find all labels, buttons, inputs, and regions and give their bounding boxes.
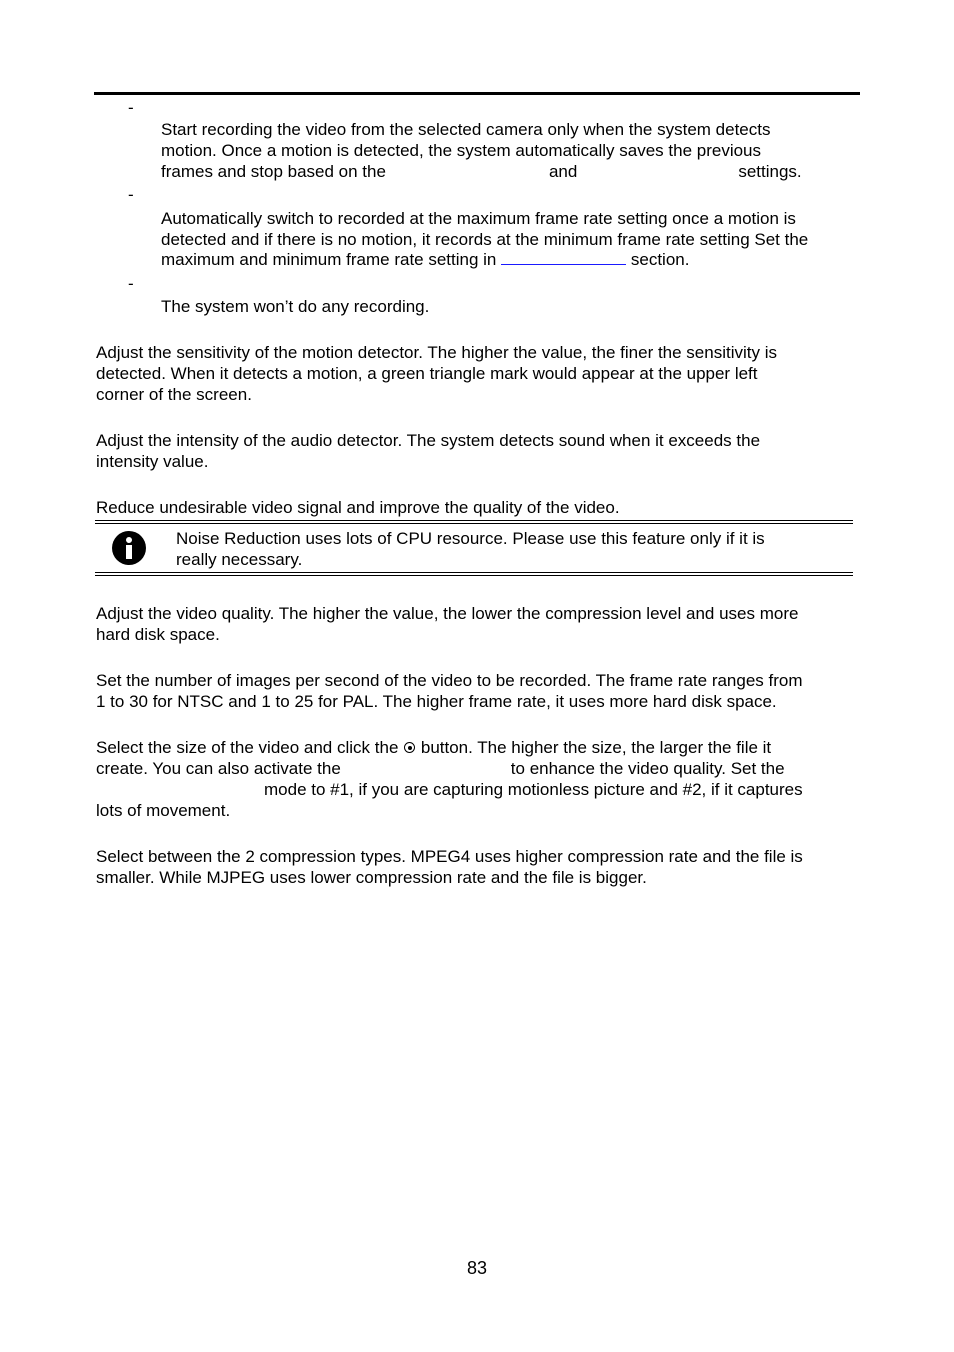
text-fragment: to enhance the video quality. Set the bbox=[510, 759, 785, 778]
text-line: smaller. While MJPEG uses lower compression rate and the file is bigger. bbox=[96, 868, 647, 887]
text-line bbox=[96, 737, 771, 758]
text-fragment: create. You can also activate the bbox=[96, 759, 341, 778]
info-icon bbox=[112, 531, 146, 565]
note-rule-top bbox=[95, 523, 853, 524]
radio-button-icon bbox=[404, 742, 415, 753]
text-line: Start recording the video from the selected camera only when the system detects bbox=[161, 120, 771, 139]
text-line: detected and if there is no motion, it records at the minimum frame rate setting Set the bbox=[161, 230, 809, 249]
text-line: 1 to 30 for NTSC and 1 to 25 for PAL. The higher frame rate, it uses more hard disk space. bbox=[96, 692, 777, 711]
text-line: hard disk space. bbox=[96, 625, 220, 644]
text-line: Reduce undesirable video signal and improve the quality of the video. bbox=[96, 498, 620, 517]
text-line: Automatically switch to recorded at the maximum frame rate setting once a motion is bbox=[161, 209, 796, 228]
note-rule-top bbox=[95, 520, 853, 521]
text-line bbox=[96, 758, 785, 779]
text-line: lots of movement. bbox=[96, 801, 231, 820]
note-text: Noise Reduction uses lots of CPU resource. Please use this feature only if it is bbox=[176, 529, 765, 548]
text-line bbox=[161, 249, 689, 270]
text-line: mode to #1, if you are capturing motionless picture and #2, if it captures bbox=[264, 780, 803, 799]
text-fragment: and bbox=[548, 162, 578, 181]
list-dash: - bbox=[128, 274, 134, 293]
text-line: The system won’t do any recording. bbox=[161, 297, 430, 316]
text-line: Select between the 2 compression types. MPEG4 uses higher compression rate and the file is bbox=[96, 847, 803, 866]
text-fragment: frames and stop based on the bbox=[161, 162, 386, 181]
note-rule-bottom bbox=[95, 572, 853, 573]
list-dash: - bbox=[128, 98, 134, 117]
text-line: motion. Once a motion is detected, the system automatically saves the previous bbox=[161, 141, 762, 160]
note-text: really necessary. bbox=[176, 550, 303, 569]
text-line: Adjust the sensitivity of the motion detector. The higher the value, the finer the sensitivity is bbox=[96, 343, 777, 362]
note-rule-bottom bbox=[95, 575, 853, 576]
text-fragment: maximum and minimum frame rate setting in bbox=[161, 250, 497, 269]
text-line: corner of the screen. bbox=[96, 385, 252, 404]
text-line: Adjust the intensity of the audio detector. The system detects sound when it exceeds the bbox=[96, 431, 761, 450]
text-fragment: settings. bbox=[738, 162, 802, 181]
list-dash: - bbox=[128, 185, 134, 204]
text-fragment: section. bbox=[630, 250, 690, 269]
section-link[interactable] bbox=[501, 250, 626, 265]
page-number: 83 bbox=[466, 1258, 488, 1278]
text-fragment: button. The higher the size, the larger the file it bbox=[420, 738, 772, 757]
text-line: Set the number of images per second of the video to be recorded. The frame rate ranges from bbox=[96, 671, 803, 690]
text-line: Adjust the video quality. The higher the value, the lower the compression level and uses more bbox=[96, 604, 799, 623]
text-line: intensity value. bbox=[96, 452, 209, 471]
header-rule bbox=[94, 92, 860, 95]
text-line: detected. When it detects a motion, a green triangle mark would appear at the upper left bbox=[96, 364, 758, 383]
text-fragment: Select the size of the video and click the bbox=[96, 738, 399, 757]
text-line bbox=[161, 161, 802, 182]
